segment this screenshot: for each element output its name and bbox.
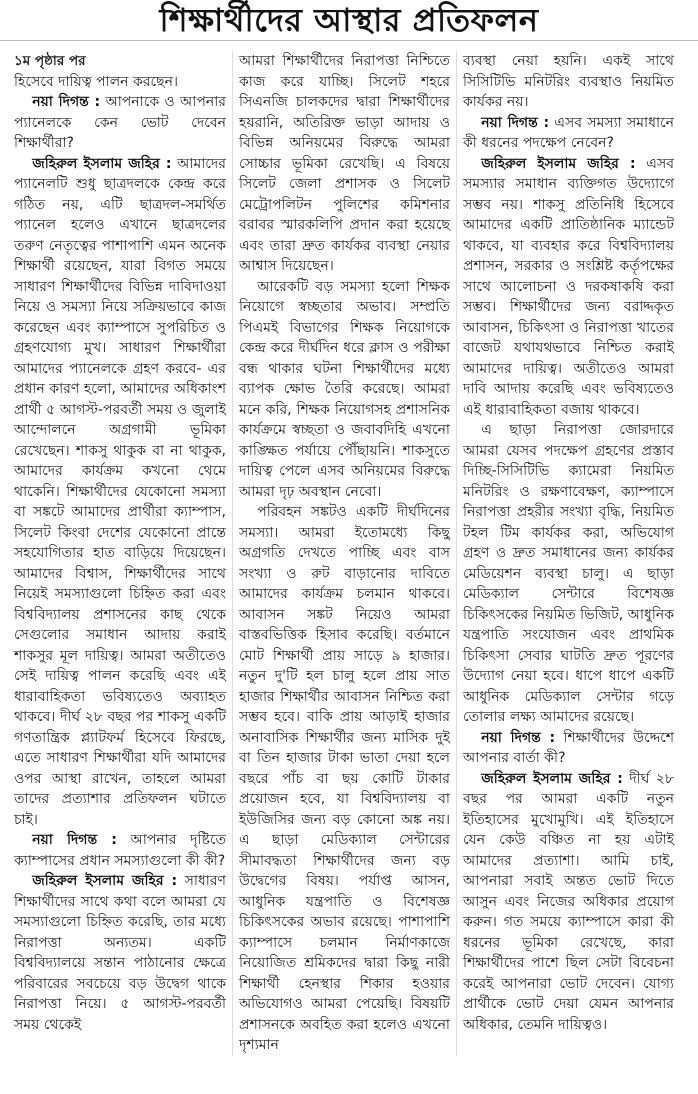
paragraph-text: আরেকটি বড় সমস্যা হলো শিক্ষক নিয়োগে স্বচ্ছতার অভাব। সম্প্রতি পিএমই বিভাগের শিক্ষক নিয়োগকে কেন্দ্র করে দীর্ঘদিন ধরে ক্লাস ও পরীক্ষা বন্ধ থাকার ঘটনা শিক্ষার্থীদের মধ্যে ব্যাপক ক্ষোভ তৈরি করেছে। আমরা মনে করি, শিক্ষক নিয়োগসহ প্রশাসনিক কার্যক্রমে স্বচ্ছতা ও জবাবদিহি এখনো কাঙ্ক্ষিত পর্যায়ে পৌঁছায়নি। শাকসুতে দায়িত্ব পেলে এসব অনিয়মের বিরুদ্ধে আমরা দৃঢ় অবস্থান নেবো। [239, 278, 450, 500]
paragraph-text: সাধারণ শিক্ষার্থীদের সাথে কথা বলে আমরা যে সমস্যাগুলো চিহ্নিত করেছি, তার মধ্যে নিরাপত্তা অন্যতম। একটি বিশ্ববিদ্যালয়ে সন্তান পাঠানোর ক্ষেত্রে পরিবারের সবচেয়ে বড় উদ্বেগ থাকে নিরাপত্তা নিয়ে। ৫ আগস্ট-পরবর্তী সময় থেকেই [14, 873, 226, 1033]
interview-paragraph [463, 728, 674, 769]
paragraph-text: আপনাকে ও আপনার প্যানেলকে কেন ভোট দেবেন শিক্ষার্থীরা? [14, 94, 226, 151]
interview-paragraph [463, 769, 674, 1036]
paragraph-text: এসব সমস্যা সমাধানে কী ধরনের পদক্ষেপ নেবেন? [463, 114, 675, 151]
speaker-label: নয়া দিগন্ত : [32, 832, 117, 848]
paragraph-text: ব্যবস্থা নেয়া হয়নি। একই সাথে সিসিটিভি মনিটরিং ব্যবস্থাও নিয়মিত কার্যকর নয়। [463, 53, 674, 110]
speaker-label: নয়া দিগন্ত : [481, 729, 556, 746]
body-paragraph [14, 72, 226, 93]
article-body [0, 41, 698, 1056]
speaker-label: নয়া দিগন্ত : [481, 114, 550, 131]
body-paragraph [239, 51, 450, 277]
speaker-label: জহিরুল ইসলাম জহির : [32, 873, 178, 889]
continuation-label: ১ম পৃষ্ঠার পর [14, 53, 86, 69]
speaker-label: জহিরুল ইসলাম জহির : [481, 155, 636, 172]
paragraph-text: শিক্ষার্থীদের উদ্দেশে আপনার বার্তা কী? [463, 729, 674, 766]
paragraph-text: আপনার দৃষ্টিতে ক্যাম্পাসের প্রধান সমস্যাগুলো কী কী? [14, 832, 226, 869]
body-paragraph [463, 420, 674, 728]
paragraph-text: হিসেবে দায়িত্ব পালন করছেন। [14, 73, 178, 90]
interview-paragraph [14, 154, 226, 831]
body-paragraph [239, 502, 450, 1056]
interview-paragraph [14, 830, 226, 871]
body-paragraph [239, 277, 450, 503]
column-3 [456, 51, 680, 1056]
speaker-label: জহিরুল ইসলাম জহির : [481, 770, 623, 787]
interview-paragraph [14, 871, 226, 1035]
speaker-label: নয়া দিগন্ত : [32, 94, 101, 110]
paragraph-text: এ ছাড়া নিরাপত্তা জোরদারে আমরা যেসব পদক্ষেপ গ্রহণের প্রস্তাব দিচ্ছি-সিসিটিভি ক্যামেরা নিয়মিত মনিটরিং ও রক্ষণাবেক্ষণ, ক্যাম্পাসে নিরাপত্তা প্রহরীর সংখ্যা বৃদ্ধি, নিয়মিত টহল টিম কার্যকর করা, অভিযোগ গ্রহণ ও দ্রুত সমাধানের জন্য কার্যকর মেডিয়েশন ব্যবস্থা চালু। এ ছাড়া মেডিক্যাল সেন্টারে বিশেষজ্ঞ চিকিৎসকের নিয়মিত ভিজিট, আধুনিক যন্ত্রপাতি সংযোজন এবং প্রাথমিক চিকিৎসা সেবার ঘাটতি দ্রুত পূরণের উদ্যোগ নেয়া হবে। ধাপে ধাপে একটি আধুনিক মেডিক্যাল সেন্টার গড়ে তোলার লক্ষ্য আমাদের রয়েছে। [463, 422, 674, 725]
column-1 [8, 51, 232, 1056]
paragraph-text: আমরা শিক্ষার্থীদের নিরাপত্তা নিশ্চিতে কাজ করে যাচ্ছি। সিলেট শহরে সিএনজি চালকদের দ্বারা শিক্ষার্থীদের হয়রানি, অতিরিক্ত ভাড়া আদায় ও বিভিন্ন অনিয়মের বিরুদ্ধে আমরা সোচ্চার ভূমিকা রেখেছি। এ বিষয়ে সিলেট জেলা প্রশাসক ও সিলেট মেট্রোপলিটন পুলিশের কমিশনার বরাবর স্মারকলিপি প্রদান করা হয়েছে এবং তারা দ্রুত কার্যকর ব্যবস্থা নেয়ার আশ্বাস দিয়েছেন। [239, 53, 450, 274]
paragraph-text: এসব সমস্যার সমাধান ব্যক্তিগত উদ্যোগে সম্ভব নয়। শাকসু প্রতিনিধি হিসেবে আমাদের একটি প্রাতিষ্ঠানিক ম্যান্ডেট থাকবে, যা ব্যবহার করে বিশ্ববিদ্যালয় প্রশাসন, সরকার ও সংশ্লিষ্ট কর্তৃপক্ষের সাথে আলোচনা ও দরকষাকষি করা সম্ভব। শিক্ষার্থীদের জন্য বরাদ্দকৃত আবাসন, চিকিৎসা ও নিরাপত্তা খাতের বাজেট যথাযথভাবে নিশ্চিত করাই আমাদের দায়িত্ব। অতীতেও আমরা দাবি আদায় করেছি এবং ভবিষ্যতেও এই ধারাবাহিকতা বজায় থাকবে। [463, 155, 674, 418]
column-2 [232, 51, 456, 1056]
speaker-label: জহিরুল ইসলাম জহির : [32, 155, 172, 172]
body-paragraph [463, 51, 674, 113]
paragraph-text: দীর্ঘ ২৮ বছর পর আমরা একটি নতুন ইতিহাসের মুখোমুখি। এই ইতিহাসে যেন কেউ বঞ্চিত না হয় এটাই আমাদের প্রত্যাশা। আমি চাই, আপনারা সবাই অন্তত ভোট দিতে আসুন এবং নিজের অধিকার প্রয়োগ করুন। গত সময়ে ক্যাম্পাসে কারা কী ধরনের ভূমিকা রেখেছে, কারা শিক্ষার্থীদের পাশে ছিল সেটা বিবেচনা করেই আপনারা ভোট দেবেন। যোগ্য প্রার্থীকে ভোট দেয়া যেমন আপনার অধিকার, তেমনি দায়িত্বও। [463, 770, 674, 1033]
paragraph-text: আমাদের প্যানেলটি শুধু ছাত্রদলকে কেন্দ্র করে গঠিত নয়, এটি ছাত্রদল-সমর্থিত প্যানেল হলেও এখানে ছাত্রদলের তরুণ নেতৃত্বের পাশাপাশি এমন অনেক শিক্ষার্থী রয়েছেন, যারা বিগত সময়ে সাধারণ শিক্ষার্থীদের বিভিন্ন দাবিদাওয়া নিয়ে ও সমস্যা নিয়ে সক্রিয়ভাবে কাজ করেছেন এবং ক্যাম্পাসে সুপরিচিত ও গ্রহণযোগ্য মুখ। সাধারণ শিক্ষার্থীরা আমাদের প্যানেলকে গ্রহণ করবে- এর প্রধান কারণ হলো, আমাদের অধিকাংশ প্রার্থী ৫ আগস্ট-পরবর্তী সময় ও জুলাই আন্দোলনে অগ্রগামী ভূমিকা রেখেছেন। শাকসু থাকুক বা না থাকুক, আমাদের কার্যক্রম কখনো থেমে থাকেনি। শিক্ষার্থীদের যেকোনো সমস্যা বা সঙ্কটে আমাদের প্রার্থীরা ক্যাম্পাস, সিলেট কিংবা দেশের যেকোনো প্রান্তে সহযোগিতার হাত বাড়িয়ে দিয়েছেন। আমাদের বিশ্বাস, শিক্ষার্থীদের সাথে নিয়েই সমস্যাগুলো চিহ্নিত করা এবং বিশ্ববিদ্যালয় প্রশাসনের কাছ থেকে সেগুলোর সমাধান আদায় করাই শাকসুর মূল দায়িত্ব। আমরা অতীতেও সেই দায়িত্ব পালন করেছি এবং এই ধারাবাহিকতা ভবিষ্যতেও অব্যাহত থাকবে। দীর্ঘ ২৮ বছর পর শাকসু একটি গণতান্ত্রিক প্ল্যাটফর্ম হিসেবে ফিরছে, এতে সাধারণ শিক্ষার্থীরা যদি আমাদের ওপর আস্থা রাখেন, তাহলে আমরা তাদের প্রত্যাশার প্রতিফলন ঘটাতে চাই। [14, 155, 226, 828]
interview-paragraph [14, 92, 226, 154]
interview-paragraph [463, 113, 674, 154]
headline: শিক্ষার্থীদের আস্থার প্রতিফলন [0, 0, 698, 41]
interview-paragraph [463, 154, 674, 421]
paragraph-text: পরিবহন সঙ্কটও একটি দীর্ঘদিনের সমস্যা। আমরা ইতোমধ্যে কিছু অগ্রগতি দেখতে পাচ্ছি এবং বাস সংখ্যা ও রুট বাড়ানোর দাবিতে আমাদের কার্যক্রম চলমান থাকবে। আবাসন সঙ্কট নিয়েও আমরা বাস্তবভিত্তিক হিসাব করেছি। বর্তমানে মোট শিক্ষার্থী প্রায় সাড়ে ৯ হাজার। নতুন দু'টি হল চালু হলে প্রায় সাত হাজার শিক্ষার্থীর আবাসন নিশ্চিত করা সম্ভব হবে। বাকি প্রায় আড়াই হাজার অনাবাসিক শিক্ষার্থীর জন্য মাসিক দুই বা তিন হাজার টাকা ভাতা দেয়া হলে বছরে পাঁচ বা ছয় কোটি টাকার প্রয়োজন হবে, যা বিশ্ববিদ্যালয় বা ইউজিসির জন্য বড় কোনো অঙ্ক নয়। এ ছাড়া মেডিক্যাল সেন্টারের সীমাবদ্ধতা শিক্ষার্থীদের জন্য বড় উদ্বেগের বিষয়। পর্যাপ্ত আসন, আধুনিক যন্ত্রপাতি ও বিশেষজ্ঞ চিকিৎসকের অভাব রয়েছে। পাশাপাশি ক্যাম্পাসে চলমান নির্মাণকাজে নিয়োজিত শ্রমিকদের দ্বারা কিছু নারী শিক্ষার্থী হেনস্থার শিকার হওয়ার অভিযোগও আমরা পেয়েছি। বিষয়টি প্রশাসনকে অবহিত করা হলেও এখনো দৃশ্যমান [239, 504, 450, 1053]
